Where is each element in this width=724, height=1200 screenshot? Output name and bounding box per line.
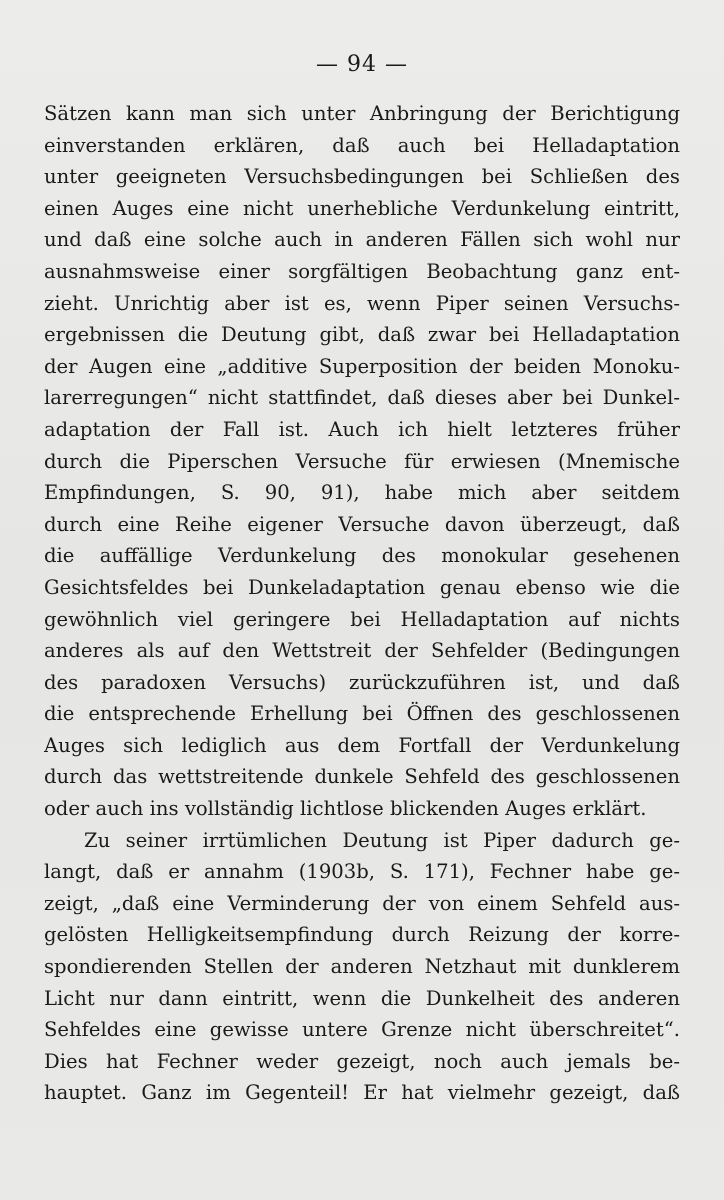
text-line: durch das wettstreitende dunkele Sehfeld des geschlossenen [44, 765, 680, 789]
text-line: Licht nur dann eintritt, wenn die Dunkelheit des anderen [44, 986, 680, 1010]
text-line: oder auch ins vollständig lichtlose blickenden Auges erklärt. [44, 797, 647, 821]
text-line: zeigt, „daß eine Verminderung der von einem Sehfeld aus- [44, 891, 680, 915]
text-line: Sehfeldes eine gewisse untere Grenze nicht überschreitet“. [44, 1018, 680, 1042]
text-line: die entsprechende Erhellung bei Öffnen des geschlossenen [44, 702, 680, 726]
text-line: gelösten Helligkeitsempfindung durch Reizung der korre- [44, 923, 680, 947]
text-line: ergebnissen die Deutung gibt, daß zwar bei Helladaptation [44, 323, 680, 347]
text-line: langt, daß er annahm (1903b, S. 171), Fechner habe ge- [44, 860, 680, 884]
text-line: hauptet. Ganz im Gegenteil! Er hat vielmehr gezeigt, daß [44, 1081, 680, 1105]
text-line: Zu seiner irrtümlichen Deutung ist Piper dadurch ge- [84, 828, 680, 852]
text-line: Sätzen kann man sich unter Anbringung der Berichtigung [44, 102, 680, 125]
text-line: anderes als auf den Wettstreit der Sehfelder (Bedingungen [44, 639, 680, 663]
text-line: Empfindungen, S. 90, 91), habe mich aber seitdem [44, 481, 680, 505]
page-number: — 94 — [316, 52, 408, 77]
text-line: durch die Piperschen Versuche für erwiesen (Mnemische [44, 449, 680, 473]
text-line: zieht. Unrichtig aber ist es, wenn Piper seinen Versuchs- [44, 291, 680, 315]
text-line: durch eine Reihe eigener Versuche davon überzeugt, daß [44, 512, 680, 536]
text-line: spondierenden Stellen der anderen Netzhaut mit dunklerem [44, 955, 680, 979]
text-line: Gesichtsfeldes bei Dunkeladaptation genau ebenso wie die [44, 575, 680, 599]
paragraph-2 [44, 825, 680, 1109]
text-line: die auffällige Verdunkelung des monokular gesehenen [44, 544, 680, 568]
text-line: adaptation der Fall ist. Auch ich hielt letzteres früher [44, 417, 680, 441]
text-line: der Augen eine „additive Superposition der beiden Monoku- [44, 354, 680, 378]
text-line: ausnahmsweise einer sorgfältigen Beobachtung ganz ent- [44, 259, 680, 283]
text-line: und daß eine solche auch in anderen Fällen sich wohl nur [44, 228, 680, 252]
body-text [44, 98, 680, 1109]
text-line: des paradoxen Versuchs) zurückzuführen ist, und daß [44, 670, 680, 694]
text-line: larerregungen“ nicht stattfindet, daß dieses aber bei Dunkel- [44, 386, 680, 410]
text-line: gewöhnlich viel geringere bei Helladaptation auf nichts [44, 607, 680, 631]
text-line: einen Auges eine nicht unerhebliche Verdunkelung eintritt, [44, 196, 680, 220]
text-line: einverstanden erklären, daß auch bei Helladaptation [44, 133, 680, 157]
text-line: Dies hat Fechner weder gezeigt, noch auch jemals be- [44, 1049, 680, 1073]
text-line: Auges sich lediglich aus dem Fortfall der Verdunkelung [44, 733, 680, 757]
paragraph-1 [44, 98, 680, 825]
text-line: unter geeigneten Versuchsbedingungen bei Schließen des [44, 165, 680, 189]
